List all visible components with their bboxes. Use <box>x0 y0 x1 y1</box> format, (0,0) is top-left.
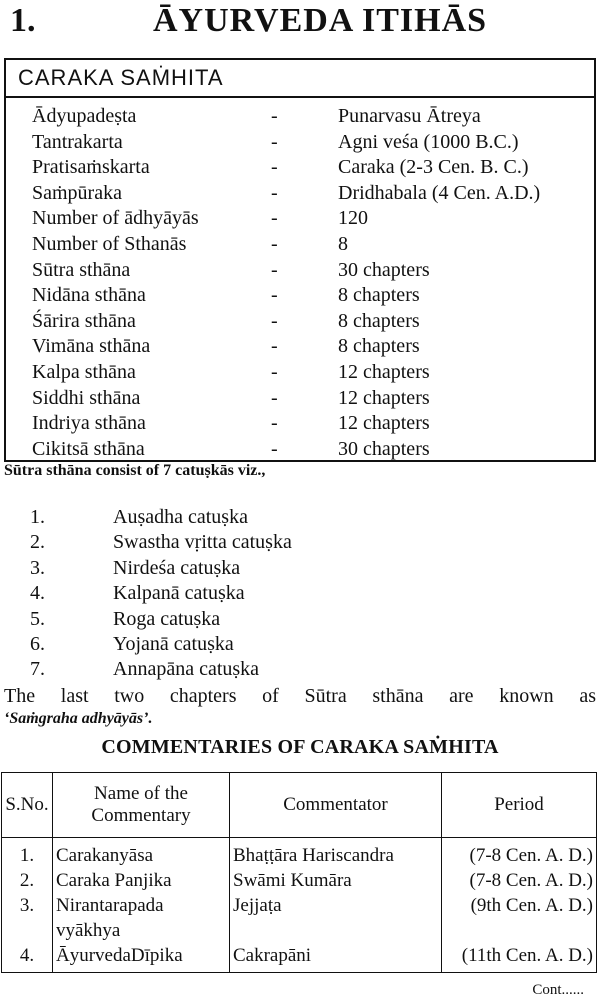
caraka-row <box>6 258 594 284</box>
list-item-number: 5. <box>30 607 45 630</box>
caraka-row <box>6 155 594 181</box>
row-value: 8 chapters <box>338 335 420 358</box>
row-label: Vimāna sthāna <box>32 335 151 358</box>
cell-name: Nirantarapada vyākhya <box>53 893 230 943</box>
cell-period: (7-8 Cen. A. D.) <box>442 868 597 893</box>
list-item <box>0 530 600 555</box>
row-dash: - <box>271 105 278 127</box>
caraka-row <box>6 411 594 437</box>
row-dash: - <box>271 284 278 307</box>
cell-name: Caraka Panjika <box>53 868 230 893</box>
row-value: Punarvasu Ātreya <box>338 105 481 127</box>
caraka-row <box>6 360 594 386</box>
cell-sno: 3. <box>2 893 53 943</box>
list-item <box>0 505 600 530</box>
row-value: 12 chapters <box>338 360 430 383</box>
list-item-text: Nirdeśa catuṣka <box>113 556 241 579</box>
caraka-row <box>6 104 594 130</box>
caraka-row <box>6 130 594 156</box>
list-item-number: 6. <box>30 632 45 655</box>
row-value: 30 chapters <box>338 258 430 281</box>
cell-commentator: Cakrapāni <box>230 943 442 973</box>
table-header-row <box>2 773 597 838</box>
caraka-box-title: CARAKA SAṀHITA <box>6 60 594 98</box>
list-item-text: Yojanā catuṣka <box>113 632 234 655</box>
row-value: Agni veśa (1000 B.C.) <box>338 130 519 153</box>
row-label: Kalpa sthāna <box>32 360 136 383</box>
caraka-row <box>6 283 594 309</box>
list-item-number: 2. <box>30 531 45 554</box>
list-item-number: 4. <box>30 582 45 605</box>
cell-name: Carakanyāsa <box>53 838 230 869</box>
cell-commentator: Bhaṭṭāra Hariscandra <box>230 838 442 869</box>
list-item-text: Auṣadha catuṣka <box>113 506 248 528</box>
page-heading <box>0 0 600 48</box>
header-name: Name of the Commentary <box>53 773 230 838</box>
list-item <box>0 581 600 606</box>
row-label: Number of Sthanās <box>32 232 187 255</box>
list-item <box>0 657 600 682</box>
caraka-row <box>6 386 594 412</box>
cell-commentator: Jejjaṭa <box>230 893 442 943</box>
list-item-text: Swastha vṛitta catuṣka <box>113 531 292 554</box>
row-value: 120 <box>338 207 368 230</box>
header-period: Period <box>442 773 597 838</box>
table-row <box>2 838 597 869</box>
caraka-samhita-box <box>4 58 596 462</box>
cell-name: ĀyurvedaDīpika <box>53 943 230 973</box>
row-label: Cikitsā sthāna <box>32 437 145 460</box>
row-label: Indriya sthāna <box>32 412 146 435</box>
heading-number: 1. <box>10 2 36 39</box>
continued-label: Cont...... <box>532 982 584 998</box>
cell-commentator: Swāmi Kumāra <box>230 868 442 893</box>
cell-period: (11th Cen. A. D.) <box>442 943 597 973</box>
row-dash: - <box>271 335 278 358</box>
row-dash: - <box>271 232 278 255</box>
row-value: 12 chapters <box>338 386 430 409</box>
list-item <box>0 607 600 632</box>
list-item-text: Annapāna catuṣka <box>113 658 260 681</box>
list-item <box>0 632 600 657</box>
caraka-row <box>6 206 594 232</box>
commentaries-title: COMMENTARIES OF CARAKA SAṀHITA <box>101 736 499 758</box>
row-label: Nidāna sthāna <box>32 284 146 307</box>
cell-period: (7-8 Cen. A. D.) <box>442 838 597 869</box>
catuska-list <box>0 505 600 683</box>
row-dash: - <box>271 181 278 204</box>
samgraha-text: ‘Saṁgraha adhyāyās’. <box>4 710 153 727</box>
cell-sno: 2. <box>2 868 53 893</box>
row-dash: - <box>271 360 278 383</box>
row-dash: - <box>271 156 278 179</box>
header-commentator: Commentator <box>230 773 442 838</box>
caraka-row <box>6 309 594 335</box>
row-label: Number of ādhyāyās <box>32 207 199 230</box>
row-value: Caraka (2-3 Cen. B. C.) <box>338 156 529 179</box>
caraka-row <box>6 437 594 463</box>
row-label: Siddhi sthāna <box>32 386 141 409</box>
row-label: Ādyupadeṣta <box>32 105 137 127</box>
caraka-row <box>6 334 594 360</box>
row-dash: - <box>271 130 278 153</box>
consist-line: Sūtra sthāna consist of 7 catuṣkās viz., <box>4 462 266 479</box>
row-dash: - <box>271 386 278 409</box>
row-label: Pratisaṁskarta <box>32 156 150 179</box>
heading-title: ĀYURVEDA ITIHĀS <box>153 2 488 39</box>
list-item-number: 3. <box>30 556 45 579</box>
header-sno: S.No. <box>2 773 53 838</box>
row-dash: - <box>271 309 278 332</box>
list-item <box>0 556 600 581</box>
caraka-rows <box>6 104 594 462</box>
row-label: Tantrakarta <box>32 130 123 153</box>
cell-sno: 4. <box>2 943 53 973</box>
list-item-text: Roga catuṣka <box>113 607 221 630</box>
caraka-row <box>6 232 594 258</box>
row-value: 8 chapters <box>338 309 420 332</box>
list-item-text: Kalpanā catuṣka <box>113 582 245 605</box>
commentaries-table <box>1 772 597 973</box>
row-value: 12 chapters <box>338 412 430 435</box>
row-label: Śārira sthāna <box>32 309 136 332</box>
last-two-chapters-text: The last two chapters of Sūtra sthāna are known as <box>4 685 596 707</box>
cell-sno: 1. <box>2 838 53 869</box>
cell-period: (9th Cen. A. D.) <box>442 893 597 943</box>
row-label: Saṁpūraka <box>32 181 122 204</box>
table-row <box>2 943 597 973</box>
table-row <box>2 893 597 943</box>
row-dash: - <box>271 258 278 281</box>
row-value: Dridhabala (4 Cen. A.D.) <box>338 181 541 204</box>
table-row <box>2 868 597 893</box>
caraka-row <box>6 181 594 207</box>
list-item-number: 1. <box>30 506 45 528</box>
row-value: 8 <box>338 232 348 255</box>
row-dash: - <box>271 412 278 435</box>
list-item-number: 7. <box>30 658 45 681</box>
row-dash: - <box>271 207 278 230</box>
row-value: 30 chapters <box>338 437 430 460</box>
row-dash: - <box>271 437 278 460</box>
row-value: 8 chapters <box>338 284 420 307</box>
row-label: Sūtra sthāna <box>32 258 131 281</box>
